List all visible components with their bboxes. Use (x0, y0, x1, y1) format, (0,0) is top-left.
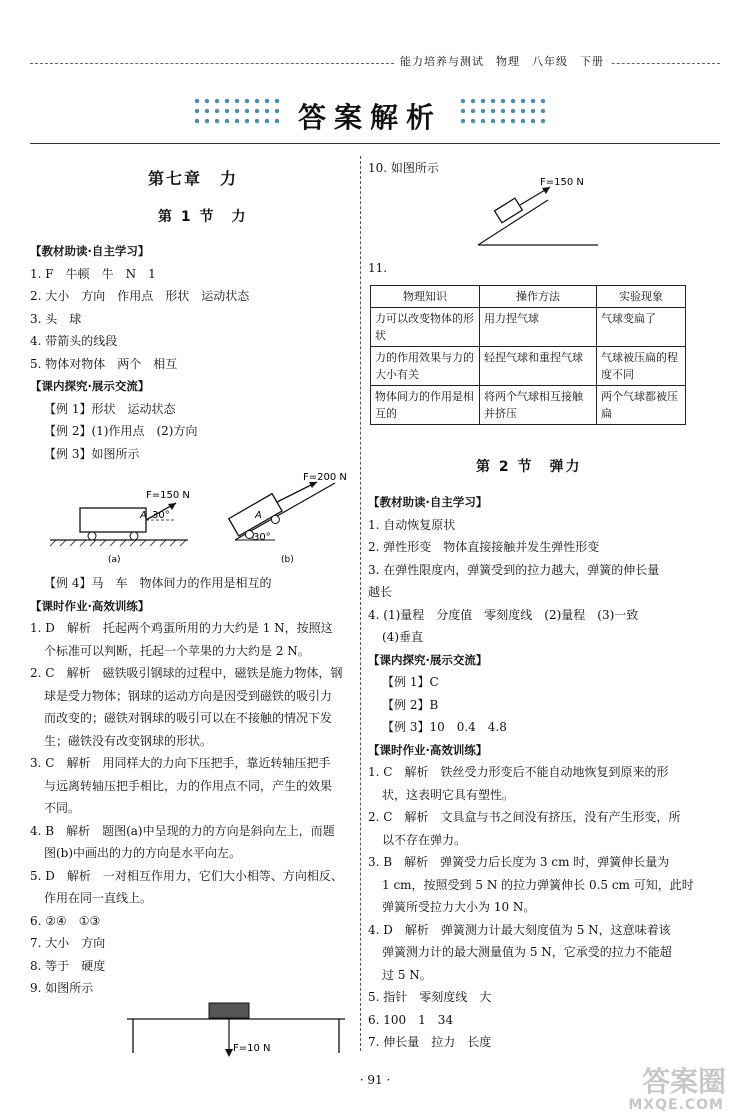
header-title: 能力培养与测试 物理 八年级 下册 (394, 54, 610, 69)
answer-line: 过 5 N。 (382, 967, 432, 982)
answer-line: 图(b)中画出的力的方向是水平向左。 (44, 846, 242, 860)
table-cell: 将两个气球相互接触并挤压 (480, 386, 597, 425)
answer-line: 1. D 解析 托起两个鸡蛋所用的力大约是 1 N，按照这 (30, 621, 333, 635)
table-header: 物理知识 (371, 286, 480, 308)
answer-line: 4. D 解析 弹簧测力计最大刻度值为 5 N，这意味着该 (368, 922, 671, 937)
watermark-text: 答案圈 (641, 1065, 726, 1098)
answer-line: 3. B 解析 弹簧受力后长度为 3 cm 时，弹簧伸长量为 (368, 855, 670, 869)
watermark-url: MXQE.COM (628, 1097, 724, 1113)
table-header: 操作方法 (480, 286, 597, 308)
answer-line: 【例 4】马 车 物体间力的作用是相互的 (44, 576, 272, 590)
table-row (371, 347, 686, 386)
answer-line: 4. (1)量程 分度值 零刻度线 (2)量程 (3)一致 (368, 607, 639, 622)
answer-line: 以不存在弹力。 (382, 832, 467, 847)
answer-line: 球是受力物体；钢球的运动方向是因受到磁铁的吸引力 (44, 688, 333, 703)
answer-line: 【例 1】C (382, 675, 439, 689)
answer-line: 【例 2】(1)作用点 (2)方向 (44, 424, 198, 438)
answer-line: 【例 3】如图所示 (44, 446, 140, 461)
answer-line: 1. C 解析 铁丝受力形变后不能自动地恢复到原来的形 (368, 765, 669, 779)
answer-line: 1. 自动恢复原状 (368, 517, 456, 532)
answer-line: 【例 3】10 0.4 4.8 (382, 720, 507, 734)
section-label: 【课时作业·高效训练】 (30, 598, 150, 613)
answer-line: 6. ②④ ①③ (30, 913, 101, 928)
answer-line: 5. 物体对物体 两个 相互 (30, 356, 178, 371)
answer-line: (4)垂直 (382, 630, 423, 644)
answer-line: 2. 大小 方向 作用点 形状 运动状态 (30, 289, 250, 303)
answer-line: 8. 等于 硬度 (30, 958, 106, 973)
answer-line: 9. 如图所示 (30, 981, 94, 995)
figure-q9 (125, 995, 355, 1060)
fig-b-force-label: F=200 N (303, 472, 347, 483)
answer-line: 弹簧测力计的最大测量值为 5 N，它承受的拉力不能超 (382, 945, 672, 959)
answer-line: 作用在同一直线上。 (44, 891, 153, 905)
fig10-force-label: F=150 N (540, 177, 584, 188)
table-cell: 力的作用效果与力的大小有关 (371, 347, 480, 386)
chapter-heading: 第七章 力 (148, 169, 239, 188)
answer-line: 1 cm，按照受到 5 N 的拉力弹簧伸长 0.5 cm 可知，此时 (382, 877, 694, 892)
section-heading-1: 第 1 节 力 (158, 209, 248, 225)
answer-line: 2. C 解析 磁铁吸引钢球的过程中，磁铁是施力物体，钢 (30, 666, 343, 680)
section-label: 【课内探究·展示交流】 (30, 379, 150, 393)
table-cell: 用力捏气球 (480, 308, 597, 347)
answer-line: 弹簧所受拉力大小为 10 N。 (382, 900, 536, 914)
fig-b-point-label: A (255, 510, 262, 521)
table-row (371, 386, 686, 425)
answer-line: 与远离转轴压把手相比，力的作用点不同，产生的效果 (44, 778, 333, 793)
answer-line: 6. 100 1 34 (368, 1012, 454, 1027)
answer-line: 生；磁铁没有改变钢球的形状。 (44, 733, 213, 748)
answer-line: 3. 头 球 (30, 311, 82, 326)
section-heading-2: 第 2 节 弹力 (476, 459, 582, 475)
section-label: 【课时作业·高效训练】 (368, 742, 488, 757)
table-cell: 气球变扁了 (597, 308, 686, 347)
answer-line: 7. 伸长量 拉力 长度 (368, 1035, 492, 1049)
answer-line: 【例 1】形状 运动状态 (44, 401, 176, 416)
answer-line: 5. 指针 零刻度线 大 (368, 990, 492, 1004)
table-cell: 气球被压扁的程度不同 (597, 347, 686, 386)
table-cell: 物体间力的作用是相互的 (371, 386, 480, 425)
answer-line: 个标准可以判断，托起一个苹果的力大约是 2 N。 (44, 643, 310, 658)
answer-line: 4. B 解析 题图(a)中呈现的力的方向是斜向左上，而题 (30, 823, 335, 838)
answer-line: 状，这表明它具有塑性。 (382, 787, 515, 802)
section-label: 【教材助读·自主学习】 (30, 244, 150, 258)
q11-table (370, 285, 686, 425)
title-rule (30, 143, 720, 144)
answer-line: 3. 在弹性限度内，弹簧受到的拉力越大，弹簧的伸长量 (368, 562, 660, 577)
section-label: 【教材助读·自主学习】 (368, 495, 488, 509)
table-cell: 轻捏气球和重捏气球 (480, 347, 597, 386)
section-label: 【课内探究·展示交流】 (368, 652, 488, 667)
answer-line: 【例 2】B (382, 697, 439, 712)
answer-line: 1. F 牛顿 牛 N 1 (30, 266, 156, 281)
q10-label: 10. 如图所示 (368, 161, 439, 175)
fig-a-caption: (a) (108, 555, 121, 565)
answer-line: 越长 (368, 585, 393, 599)
answer-line: 而改变的；磁铁对钢球的吸引可以在不接触的情况下发 (44, 711, 333, 725)
answer-line: 2. C 解析 文具盒与书之间没有挤压，没有产生形变，所 (368, 810, 681, 824)
page-title-banner (180, 90, 560, 140)
fig-a-point-label: A (140, 510, 147, 521)
figure-q10 (468, 175, 608, 250)
page-title: 答案解析 (297, 101, 442, 134)
fig-b-caption: (b) (281, 555, 294, 565)
table-header: 实验现象 (597, 286, 686, 308)
answer-line: 4. 带箭头的线段 (30, 334, 118, 348)
answer-line: 5. D 解析 一对相互作用力，它们大小相等、方向相反、 (30, 868, 343, 883)
fig-b-angle-label: 30° (253, 532, 271, 543)
page-number: · 91 · (359, 1073, 391, 1087)
watermark-logo (616, 1062, 736, 1112)
running-header (30, 56, 720, 72)
answer-line: 3. C 解析 用同样大的力向下压把手，靠近转轴压把手 (30, 756, 331, 770)
answer-line: 7. 大小 方向 (30, 936, 106, 950)
q11-label: 11. (368, 261, 388, 275)
fig9-force-label: F=10 N (233, 1043, 271, 1054)
figure-example3-a (48, 478, 203, 568)
fig-a-force-label: F=150 N (146, 490, 190, 501)
answer-line: 2. 弹性形变 物体直接接触并发生弹性形变 (368, 540, 600, 554)
figure-example3-b (205, 468, 355, 568)
table-header-row (371, 286, 686, 308)
column-divider (360, 156, 361, 1051)
answer-line: 不同。 (44, 801, 81, 815)
header-dotted-rule (30, 63, 720, 64)
table-cell: 力可以改变物体的形状 (371, 308, 480, 347)
fig-a-angle-label: 30° (152, 510, 170, 521)
table-row (371, 308, 686, 347)
table-cell: 两个气球都被压扁 (597, 386, 686, 425)
